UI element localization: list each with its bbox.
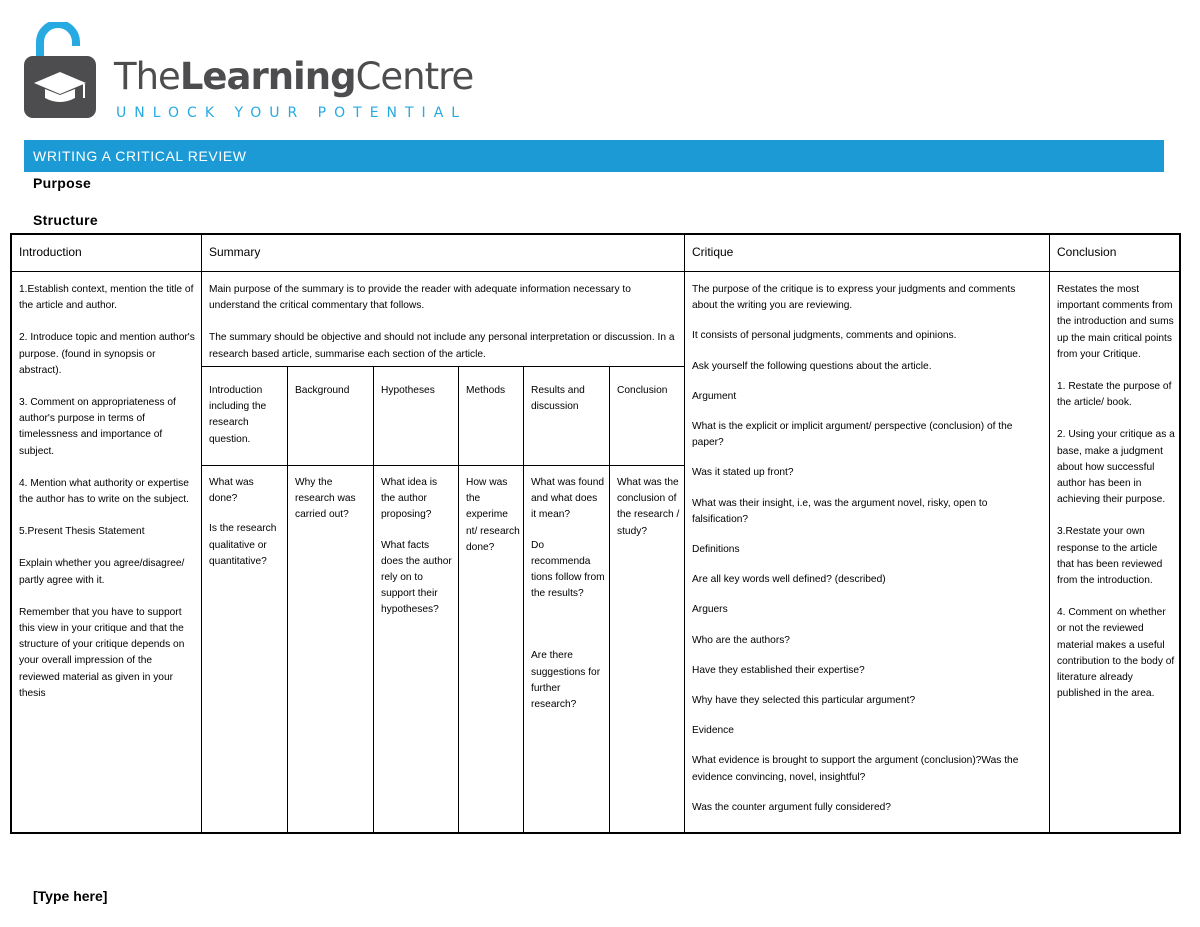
sub-question: Why the research was carried out?: [295, 477, 356, 521]
sub-header-conclusion: Conclusion: [617, 385, 668, 396]
critique-item: Was it stated up front?: [692, 467, 794, 479]
sub-header-methods: Methods: [466, 385, 506, 396]
divider: [373, 366, 374, 832]
header-summary: Summary: [209, 245, 261, 259]
sub-header-hypotheses: Hypotheses: [381, 385, 435, 396]
critique-item: Argument: [692, 390, 737, 402]
sub-cell-background: [295, 475, 369, 538]
critique-item: Definitions: [692, 544, 740, 556]
sub-question: What was the conclusion of the research / study?: [617, 477, 680, 537]
intro-point: 3. Comment on appropriateness of author's purpose in terms of timelessness and importance of subject.: [19, 397, 176, 457]
intro-point: Remember that you have to support this view in your critique and that the structure of your critique depends on your overall impression of the reviewed material as given in your thesis: [19, 606, 185, 699]
critique-item: Who are the authors?: [692, 634, 790, 646]
introduction-column: [19, 282, 195, 718]
critique-item: What was their insight, i.e, was the argument novel, risky, open to falsification?: [692, 497, 988, 525]
critique-item: It consists of personal judgments, comments and opinions.: [692, 330, 957, 342]
sub-question: Are there suggestions for further research?: [531, 650, 601, 711]
intro-point: 1.Establish context, mention the title of the article and author.: [19, 284, 194, 312]
divider: [609, 366, 610, 832]
critique-item: Evidence: [692, 725, 734, 737]
sub-cell-conclusion: [617, 475, 681, 554]
document-title: WRITING A CRITICAL REVIEW: [33, 148, 247, 164]
intro-point: 4. Mention what authority or expertise the author has to write on the subject.: [19, 477, 189, 506]
sub-question: What was done?: [209, 477, 254, 505]
structure-heading: Structure: [33, 212, 98, 228]
sub-question: What was found and what does it mean?: [531, 477, 605, 521]
sub-header-introduction: Introduction including the research question.: [209, 385, 267, 445]
sub-header-background: Background: [295, 385, 350, 396]
critique-item: What is the explicit or implicit argument/ perspective (conclusion) of the paper?: [692, 421, 1013, 449]
sub-cell-results: [531, 475, 605, 727]
conclusion-point: 2. Using your critique as a base, make a judgment about how successful author has been in achieving their purpose.: [1057, 429, 1175, 506]
critique-item: Why have they selected this particular argument?: [692, 695, 916, 707]
sub-question: What facts does the author rely on to support their hypotheses?: [381, 539, 452, 616]
sub-cell-hypotheses: [381, 475, 453, 633]
critique-item: Are all key words well defined? (described): [692, 574, 886, 586]
padlock-graduation-cap-icon: [24, 22, 100, 120]
sub-question: Do recommenda tions follow from the results?: [531, 539, 605, 600]
sub-cell-introduction: [209, 475, 283, 584]
divider: [523, 366, 524, 832]
divider: [201, 235, 202, 832]
logo-tagline: UNLOCK YOUR POTENTIAL: [116, 105, 468, 121]
critique-item: The purpose of the critique is to express your judgments and comments about the writing you are reviewing.: [692, 284, 1016, 312]
summary-intro: [209, 282, 677, 379]
critique-column: [692, 282, 1042, 832]
header-conclusion: Conclusion: [1057, 245, 1117, 259]
purpose-heading: Purpose: [33, 175, 92, 191]
divider: [684, 235, 685, 832]
critique-item: Ask yourself the following questions about the article.: [692, 360, 932, 372]
sub-question: What idea is the author proposing?: [381, 477, 438, 521]
intro-point: 2. Introduce topic and mention author's purpose. (found in synopsis or abstract).: [19, 332, 195, 376]
intro-point: Explain whether you agree/disagree/ partly agree with it.: [19, 558, 185, 586]
sub-header-results: Results and discussion: [531, 385, 585, 413]
header-critique: Critique: [692, 245, 734, 259]
divider: [201, 465, 684, 466]
critique-item: What evidence is brought to support the argument (conclusion)?Was the evidence convincing, novel, insightful?: [692, 755, 1019, 783]
header-introduction: Introduction: [19, 245, 82, 259]
logo-wordmark: TheLearningCentre: [114, 55, 474, 98]
sub-question: Is the research qualitative or quantitative?: [209, 523, 277, 567]
divider: [1049, 235, 1050, 832]
divider: [287, 366, 288, 832]
intro-point: 5.Present Thesis Statement: [19, 526, 145, 538]
summary-paragraph: The summary should be objective and should not include any personal interpretation or discussion. In a research based article, summarise each section of the article.: [209, 332, 675, 360]
critique-item: Arguers: [692, 604, 728, 616]
critique-item: Have they established their expertise?: [692, 664, 865, 676]
divider: [12, 271, 1179, 272]
divider: [458, 366, 459, 832]
sub-cell-methods: [466, 475, 520, 570]
critique-item: Was the counter argument fully considered?: [692, 801, 891, 813]
conclusion-point: 1. Restate the purpose of the article/ book.: [1057, 381, 1172, 409]
conclusion-point: 3.Restate your own response to the article that has been reviewed from the introduction.: [1057, 526, 1163, 587]
learning-centre-logo: [24, 22, 474, 122]
conclusion-column: [1057, 282, 1175, 718]
title-banner: [24, 140, 1164, 172]
summary-paragraph: Main purpose of the summary is to provide the reader with adequate information necessary to understand the critical commentary that follows.: [209, 284, 631, 312]
critical-review-table: [10, 233, 1181, 834]
conclusion-point: Restates the most important comments from the introduction and sums up the main critical points from your Critique.: [1057, 284, 1174, 360]
footer-placeholder[interactable]: [Type here]: [33, 888, 108, 904]
conclusion-point: 4. Comment on whether or not the reviewed material makes a useful contribution to the body of literature already published in the area.: [1057, 607, 1175, 700]
sub-question: How was the experime nt/ research done?: [466, 477, 520, 553]
